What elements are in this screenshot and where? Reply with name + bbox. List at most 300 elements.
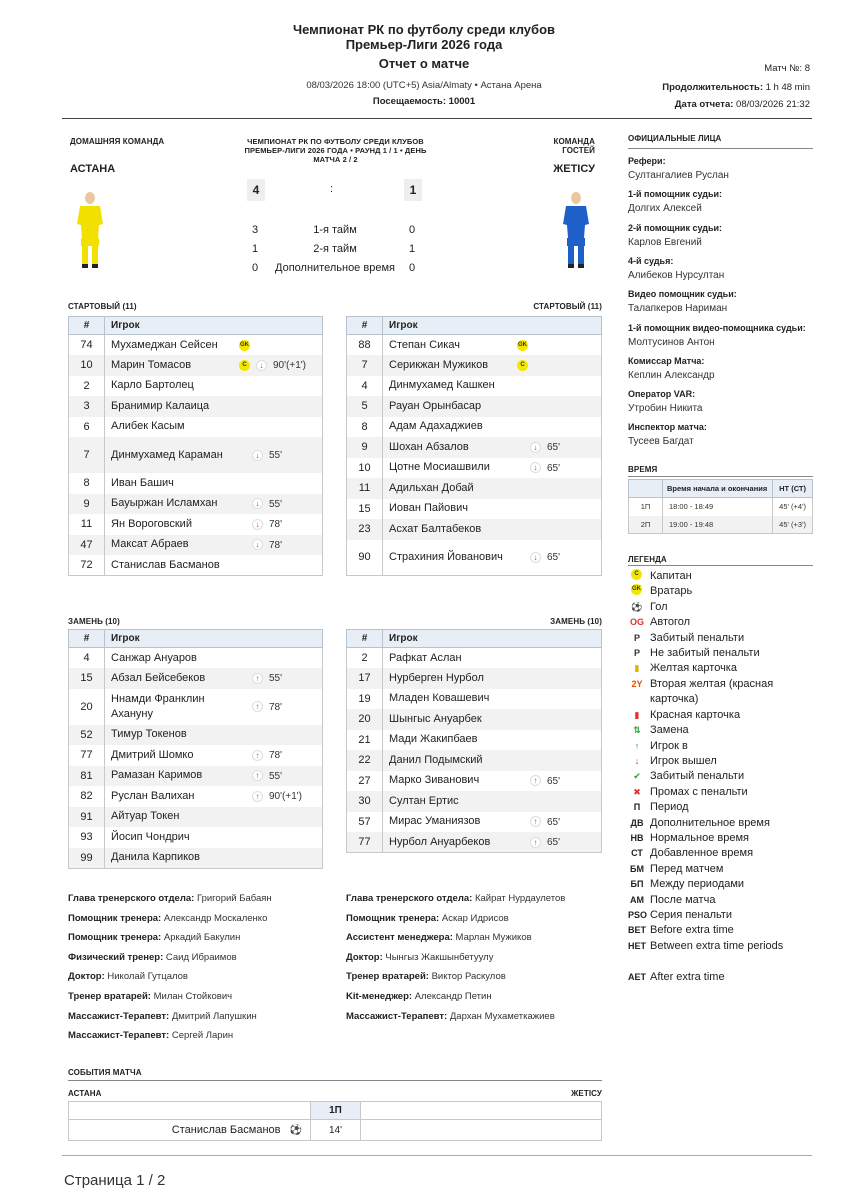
captain-icon: C xyxy=(631,569,642,580)
player-number: 4 xyxy=(69,648,105,669)
staff-name: Сергей Ларин xyxy=(171,1030,234,1042)
half-home-score: 1 xyxy=(252,243,259,255)
player-name: Шынгыс Ануарбек xyxy=(389,712,482,725)
official-name: Долгих Алексей xyxy=(628,203,702,215)
legend-item xyxy=(628,661,800,676)
legend-text: Замена xyxy=(650,724,689,737)
events-title: СОБЫТИЯ МАТЧА xyxy=(68,1068,142,1077)
home-staff-item xyxy=(68,1011,257,1022)
legend-text: Игрок вышел xyxy=(650,755,717,767)
staff-name: Милан Стойкович xyxy=(153,991,233,1002)
legend-item xyxy=(628,908,800,923)
col-player: Игрок xyxy=(383,630,602,648)
player-out-icon: ↓ xyxy=(530,442,541,453)
official-role: Оператор VAR: xyxy=(628,389,696,400)
official-name: Тусеев Багдат xyxy=(628,436,694,448)
official-role: 2-й помощник судьи: xyxy=(628,222,723,233)
home-staff-item xyxy=(68,971,188,982)
home-staff-item xyxy=(68,913,267,924)
player-row xyxy=(347,376,602,397)
player-out-icon: ↓ xyxy=(252,519,263,530)
divider xyxy=(62,118,812,119)
legend-item xyxy=(628,754,800,769)
period-time: 19:00 - 19:48 xyxy=(663,516,773,534)
sub-minute: 65' xyxy=(547,552,561,564)
player-in-icon: ↑ xyxy=(252,701,263,712)
divider xyxy=(628,148,813,149)
half-away-score: 0 xyxy=(409,262,416,274)
sub-minute: 65' xyxy=(547,462,561,474)
score-separator: : xyxy=(330,183,334,195)
goalkeeper-icon: GK xyxy=(631,584,642,595)
player-row xyxy=(347,417,602,438)
player-name: Ннамди Франклин Ахануну xyxy=(111,692,205,720)
staff-name: Дархан Мухаметкажиев xyxy=(449,1010,555,1022)
aet-abbr: AET xyxy=(628,971,646,982)
staff-name: Аскар Идрисов xyxy=(441,912,509,924)
away-score: 1 xyxy=(404,179,422,201)
legend-item xyxy=(628,831,800,846)
pso-abbr: PSO xyxy=(628,910,648,920)
col-number: # xyxy=(69,317,105,335)
legend-text: Желтая карточка xyxy=(650,662,737,675)
player-out-icon: ↓ xyxy=(256,360,267,371)
nt-abbr: НВ xyxy=(630,833,644,843)
player-row xyxy=(69,786,323,807)
sub-minute: 65' xyxy=(547,442,561,454)
player-out-icon: ↓ xyxy=(530,462,541,473)
legend-item xyxy=(628,646,800,661)
player-in-icon: ↑ xyxy=(252,750,263,761)
player-row xyxy=(347,791,602,812)
player-number: 20 xyxy=(347,709,383,730)
legend-item xyxy=(628,769,800,784)
home-subs-label: ЗАМЕНЬ (10) xyxy=(68,617,120,626)
col-player: Игрок xyxy=(105,630,323,648)
staff-role: Глава тренерского отдела: xyxy=(346,893,473,904)
staff-role: Тренер вратарей: xyxy=(68,991,151,1002)
home-staff-item xyxy=(68,893,272,904)
sub-minute: 65' xyxy=(547,816,561,828)
duration: Продолжительность: 1 h 48 min xyxy=(662,82,810,93)
staff-name: Григорий Бабаян xyxy=(196,893,272,904)
player-row xyxy=(347,668,602,689)
am-abbr: АМ xyxy=(630,894,644,905)
time-table xyxy=(628,479,813,534)
away-staff-item xyxy=(346,971,506,982)
player-number: 2 xyxy=(69,376,105,397)
away-staff-item xyxy=(346,991,492,1002)
yellow-card-icon: ▮ xyxy=(634,663,640,674)
official-role: Видео помощник судьи: xyxy=(628,289,737,300)
legend-text: После матча xyxy=(650,893,716,906)
col-number: # xyxy=(347,630,383,648)
staff-name: Марлан Мужиков xyxy=(455,932,532,944)
home-staff-item xyxy=(68,991,232,1002)
staff-role: Ассистент менеджера: xyxy=(346,932,453,944)
captain-icon: C xyxy=(517,360,528,371)
legend-item xyxy=(628,785,800,800)
player-number: 11 xyxy=(69,514,105,535)
staff-name: Чынгыз Жакшынбетуулу xyxy=(385,951,494,963)
staff-name: Александр Москаленко xyxy=(163,912,268,924)
official-role: Комиссар Матча: xyxy=(628,355,705,366)
player-number: 3 xyxy=(69,396,105,417)
sub-minute: 90'(+1') xyxy=(273,360,307,372)
home-score: 4 xyxy=(247,179,265,201)
legend-item xyxy=(628,631,800,646)
report-subtitle: Отчет о матче xyxy=(378,56,470,71)
player-number: 8 xyxy=(347,417,383,438)
legend-item xyxy=(628,816,800,831)
player-name: Степан Сикач xyxy=(389,338,460,351)
col-number: # xyxy=(69,630,105,648)
home-start-table xyxy=(68,316,323,576)
legend-item xyxy=(628,800,800,815)
staff-name: Александр Петин xyxy=(414,991,492,1002)
away-staff-item xyxy=(346,1011,555,1022)
official-name: Талапкеров Нариман xyxy=(628,303,728,315)
player-number: 5 xyxy=(347,396,383,417)
player-number: 8 xyxy=(69,473,105,494)
home-start-label: СТАРТОВЫЙ (11) xyxy=(68,302,137,311)
sub-minute: 78' xyxy=(269,539,283,551)
legend-title: ЛЕГЕНДА xyxy=(628,555,667,564)
player-name: Иован Пайович xyxy=(389,502,468,515)
player-row xyxy=(347,689,602,710)
events-away-label: ЖЕТІСУ xyxy=(571,1089,602,1098)
player-in-icon: ↑ xyxy=(252,673,263,684)
legend-text: Вторая желтая (красная карточка) xyxy=(650,677,774,705)
page-number: Страница 1 / 2 xyxy=(64,1172,166,1189)
player-name: Руслан Валихан xyxy=(111,789,195,802)
legend-item xyxy=(628,584,800,599)
player-row xyxy=(69,725,323,746)
report-title: Чемпионат РК по футболу среди клубов Премьер-Лиги 2026 года xyxy=(292,22,555,52)
second-yellow-icon: 2Y xyxy=(631,678,643,689)
legend-text: Игрок в xyxy=(650,739,688,752)
player-row xyxy=(347,396,602,417)
player-name: Марко Зиванович xyxy=(389,774,480,787)
legend-item xyxy=(628,939,800,969)
away-subs-table xyxy=(346,629,602,853)
legend-text: Красная карточка xyxy=(650,708,741,721)
period-abbr: П xyxy=(633,802,641,813)
player-number: 81 xyxy=(69,766,105,787)
sub-minute: 65' xyxy=(547,837,561,848)
player-row xyxy=(69,494,323,515)
official-name: Молтусинов Антон xyxy=(628,336,715,348)
away-kit-icon xyxy=(556,190,596,272)
staff-role: Доктор: xyxy=(68,971,105,983)
official-role: Рефери: xyxy=(628,156,666,166)
legend-text: Вратарь xyxy=(650,585,693,598)
player-row xyxy=(347,478,602,499)
player-number: 91 xyxy=(69,807,105,828)
events-table xyxy=(68,1101,602,1141)
staff-role: Тренер вратарей: xyxy=(346,971,429,983)
away-staff-item xyxy=(346,932,532,943)
player-name: Шохан Абзалов xyxy=(389,440,469,453)
player-number: 6 xyxy=(69,417,105,438)
player-number: 7 xyxy=(347,355,383,376)
player-number: 15 xyxy=(69,668,105,689)
player-row xyxy=(69,473,323,494)
period-ht: 45' (+3') xyxy=(772,516,812,534)
legend-text: Between extra time periods xyxy=(650,939,784,952)
half-label: 1-я тайм xyxy=(313,224,357,236)
event-minute: 14' xyxy=(328,1125,343,1136)
staff-name: Кайрат Нурдаулетов xyxy=(474,893,566,904)
player-name: Султан Ертис xyxy=(389,794,459,807)
goal-icon: ⚽ xyxy=(289,1125,302,1136)
player-name: Рафкат Аслан xyxy=(389,651,462,664)
player-in-icon: ↑ xyxy=(530,837,541,848)
staff-role: Глава тренерского отдела: xyxy=(68,893,195,904)
et-abbr: ДВ xyxy=(630,817,644,828)
half-away-score: 1 xyxy=(409,243,416,255)
player-out-icon: ↓ xyxy=(634,756,640,766)
player-name: Адам Адахаджиев xyxy=(389,420,483,433)
player-in-icon: ↑ xyxy=(252,770,263,781)
goalkeeper-icon: GK xyxy=(239,340,250,351)
official-name: Султангалиев Руслан xyxy=(628,170,729,181)
away-staff-item xyxy=(346,952,493,963)
player-name: Данила Карпиков xyxy=(111,851,201,863)
half-home-score: 0 xyxy=(252,262,259,274)
player-number: 17 xyxy=(347,668,383,689)
official-role: 1-й помощник судьи: xyxy=(628,189,723,200)
player-number: 93 xyxy=(69,827,105,848)
legend-item xyxy=(628,569,800,584)
player-row xyxy=(69,514,323,535)
penalty-scored-icon: P xyxy=(633,632,640,643)
sub-minute: 65' xyxy=(547,775,561,787)
player-number: 2 xyxy=(347,648,383,669)
player-name: Мирас Уманиязов xyxy=(389,815,481,828)
sub-minute: 78' xyxy=(269,750,283,762)
half-away-score: 0 xyxy=(409,224,416,236)
player-name: Страхиния Йованович xyxy=(389,550,503,563)
player-number: 77 xyxy=(69,745,105,766)
player-out-icon: ↓ xyxy=(252,539,263,550)
col-ht: НТ (СТ) xyxy=(772,480,812,498)
away-team-label: КОМАНДА ГОСТЕЙ xyxy=(553,137,595,155)
player-name: Нурберген Нурбол xyxy=(389,671,484,684)
player-number: 57 xyxy=(347,812,383,833)
penalty-missed-icon: P xyxy=(633,648,640,658)
player-row xyxy=(347,812,602,833)
staff-role: Помощник тренера: xyxy=(68,932,162,944)
player-row xyxy=(347,771,602,792)
player-name: Данил Подымский xyxy=(389,753,483,766)
player-row xyxy=(347,335,602,356)
divider xyxy=(628,565,813,566)
legend-item xyxy=(628,677,800,707)
legend-text: Дополнительное время xyxy=(650,816,770,829)
half-home-score: 3 xyxy=(252,224,259,236)
sub-minute: 55' xyxy=(269,450,283,461)
own-goal-icon: OG xyxy=(629,617,644,628)
player-row xyxy=(69,555,323,576)
player-number: 15 xyxy=(347,499,383,520)
player-row xyxy=(69,437,323,473)
events-home-label: АСТАНА xyxy=(68,1089,102,1098)
player-number: 10 xyxy=(69,355,105,376)
player-number: 9 xyxy=(69,494,105,515)
staff-role: Kit-менеджер: xyxy=(346,991,413,1002)
check-icon: ✔ xyxy=(633,771,641,782)
player-row xyxy=(69,417,323,438)
staff-role: Доктор: xyxy=(346,951,383,963)
period-time: 18:00 - 18:49 xyxy=(663,498,773,516)
player-row xyxy=(69,648,323,669)
player-number: 82 xyxy=(69,786,105,807)
legend-item xyxy=(628,862,800,877)
sub-minute: 90'(+1') xyxy=(269,791,303,803)
legend-item xyxy=(628,877,800,892)
player-name: Станислав Басманов xyxy=(111,558,220,571)
legend-item xyxy=(628,893,800,908)
player-number: 7 xyxy=(69,437,105,473)
legend-text: Нормальное время xyxy=(650,832,749,844)
player-row xyxy=(347,648,602,669)
attendance: Посещаемость: 10001 xyxy=(372,96,476,107)
player-name: Марин Томасов xyxy=(111,358,192,371)
period: 1П xyxy=(629,498,663,516)
legend-text: Между периодами xyxy=(650,878,745,891)
player-name: Мади Жакипбаев xyxy=(389,733,478,746)
staff-name: Саид Ибраимов xyxy=(165,951,237,963)
player-row xyxy=(69,827,323,848)
player-name: Санжар Ануаров xyxy=(111,651,197,664)
legend-item xyxy=(628,739,800,754)
official-name: Алибеков Нурсултан xyxy=(628,269,725,281)
player-number: 90 xyxy=(347,540,383,576)
col-player: Игрок xyxy=(105,317,323,335)
player-row xyxy=(69,396,323,417)
sub-minute: 55' xyxy=(269,770,283,782)
sub-minute: 55' xyxy=(269,673,283,685)
legend-text: Добавленное время xyxy=(650,847,754,860)
player-number: 21 xyxy=(347,730,383,751)
away-team-name: ЖЕТІСУ xyxy=(553,163,595,175)
legend-text: Промах с пенальти xyxy=(650,785,748,798)
player-row xyxy=(347,832,602,853)
player-name: Динмухамед Кашкен xyxy=(389,379,495,392)
bet-abbr: BET xyxy=(628,925,646,936)
legend-text: Период xyxy=(650,801,689,814)
staff-name: Дмитрий Лапушкин xyxy=(171,1010,257,1022)
player-in-icon: ↑ xyxy=(530,775,541,786)
bm-abbr: БМ xyxy=(630,863,644,874)
player-number: 52 xyxy=(69,725,105,746)
period-ht: 45' (+4') xyxy=(772,498,812,516)
player-number: 20 xyxy=(69,689,105,725)
time-row xyxy=(629,498,813,516)
player-number: 9 xyxy=(347,437,383,458)
legend-text: Не забитый пенальти xyxy=(650,647,760,659)
player-name: Тимур Токенов xyxy=(111,728,187,741)
player-row xyxy=(69,689,323,725)
player-name: Абзал Бейсебеков xyxy=(111,671,206,684)
player-name: Рауан Орынбасар xyxy=(389,399,482,412)
player-row xyxy=(347,437,602,458)
player-number: 30 xyxy=(347,791,383,812)
player-row xyxy=(69,807,323,828)
player-in-icon: ↑ xyxy=(634,740,640,751)
home-staff-item xyxy=(68,932,240,943)
legend-item xyxy=(628,970,800,985)
player-number: 74 xyxy=(69,335,105,356)
player-row xyxy=(347,709,602,730)
player-out-icon: ↓ xyxy=(252,450,263,461)
home-staff-item xyxy=(68,1030,233,1041)
player-name: Бранимир Калаица xyxy=(111,399,210,412)
sub-minute: 78' xyxy=(269,519,283,531)
legend-text: After extra time xyxy=(650,970,725,983)
legend-item xyxy=(628,923,800,938)
match-number: Матч №: 8 xyxy=(764,63,810,74)
player-row xyxy=(347,458,602,479)
staff-role: Массажист-Терапевт: xyxy=(68,1010,170,1022)
time-row xyxy=(629,516,813,534)
official-role: Инспектор матча: xyxy=(628,422,707,433)
half-label: 2-я тайм xyxy=(313,243,357,255)
col-time: Время начала и окончания xyxy=(663,480,773,498)
legend-item xyxy=(628,600,800,615)
legend-item xyxy=(628,846,800,861)
player-row xyxy=(69,766,323,787)
bp-abbr: БП xyxy=(630,879,644,890)
away-staff-item xyxy=(346,913,509,924)
legend-text: Автогол xyxy=(650,616,691,629)
player-name: Серикжан Мужиков xyxy=(389,358,489,371)
player-row xyxy=(347,519,602,540)
player-name: Карло Бартолец xyxy=(111,379,194,392)
match-info: 08/03/2026 18:00 (UTC+5) Asia/Almaty • Астана Арена xyxy=(306,80,542,91)
player-out-icon: ↓ xyxy=(530,552,541,563)
player-row xyxy=(347,499,602,520)
player-in-icon: ↑ xyxy=(252,791,263,802)
player-number: 77 xyxy=(347,832,383,853)
staff-name: Николай Гутцалов xyxy=(107,971,188,983)
player-name: Ян Вороговский xyxy=(111,517,192,530)
staff-role: Помощник тренера: xyxy=(68,912,162,924)
col-number: # xyxy=(347,317,383,335)
player-name: Айтуар Токен xyxy=(111,810,180,823)
away-staff-item xyxy=(346,893,565,904)
official-role: 1-й помощник видео-помощника судьи: xyxy=(628,322,806,333)
player-name: Младен Ковашевич xyxy=(389,692,490,705)
player-name: Бауыржан Исламхан xyxy=(111,497,218,510)
player-name: Динмухамед Караман xyxy=(111,448,223,461)
player-number: 10 xyxy=(347,458,383,479)
player-out-icon: ↓ xyxy=(252,498,263,509)
legend-item xyxy=(628,708,800,723)
col-player: Игрок xyxy=(383,317,602,335)
legend-text: Гол xyxy=(650,600,668,613)
player-row xyxy=(69,668,323,689)
player-row xyxy=(347,750,602,771)
official-name: Утробин Никита xyxy=(628,403,703,415)
period: 2П xyxy=(629,516,663,534)
away-start-table xyxy=(346,316,602,576)
legend-item xyxy=(628,615,800,630)
legend-text: Перед матчем xyxy=(650,862,724,875)
player-row xyxy=(347,540,602,576)
half-label: Дополнительное время xyxy=(275,262,395,274)
